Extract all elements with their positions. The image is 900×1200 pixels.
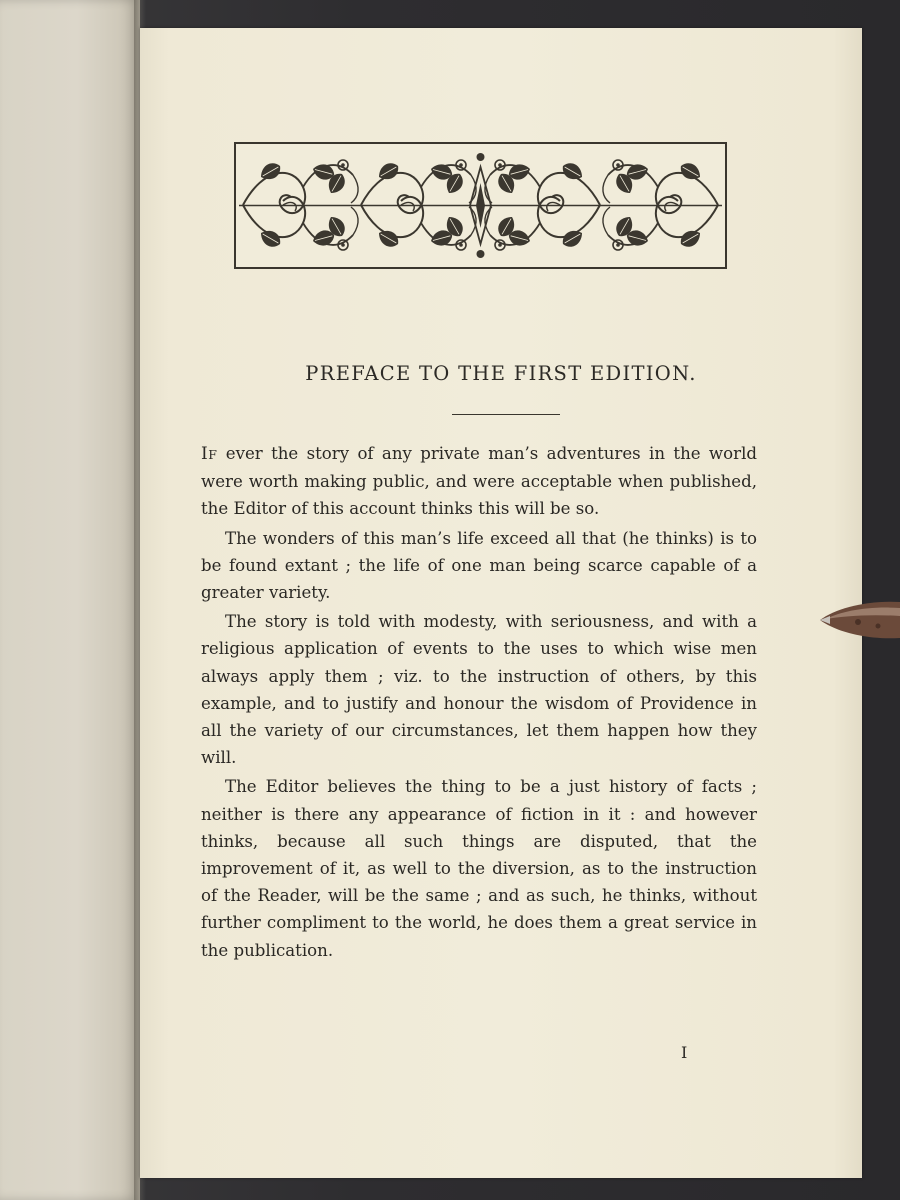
paragraph-3: The story is told with modesty, with seriousness, and with a religious application of events to the uses to which wise men always apply them ; viz. to the instruction of others, by this example, and to justify and honour the wisdom of Providence in all the variety of our circumstances, let them happen how they will. <box>201 612 757 768</box>
floral-ornament-svg <box>239 147 722 264</box>
dropcap <box>201 444 217 464</box>
paragraph-1-text: ever the story of any private man’s adventures in the world were worth making public, and were acceptable when published, the Editor of this account thinks this will be so. <box>201 444 757 519</box>
pen-tip-icon <box>818 596 900 642</box>
preface-body <box>201 440 757 966</box>
page-title: PREFACE TO THE FIRST EDITION. <box>305 362 697 385</box>
dropcap-rest: F <box>208 447 218 462</box>
paragraph-2: The wonders of this man’s life exceed all that (he thinks) is to be found extant ; the life of one man being scarce capable of a greater variety. <box>201 528 757 603</box>
dropcap-letter: I <box>201 444 209 464</box>
right-page <box>140 28 862 1178</box>
left-page <box>0 0 140 1200</box>
paragraph-4: The Editor believes the thing to be a just history of facts ; neither is there any appearance of fiction in it : and however thinks, because all such things are disputed, that the improvement of it, as well to the diversion, as to the instruction of the Reader, will be the same ; and as such, he thinks, without further compliment to the world, he does them a great service in the publication. <box>201 777 757 960</box>
floral-headpiece-icon <box>234 142 727 269</box>
paragraph-1 <box>201 440 757 523</box>
title-rule <box>452 414 560 415</box>
page-number: I <box>681 1043 689 1062</box>
